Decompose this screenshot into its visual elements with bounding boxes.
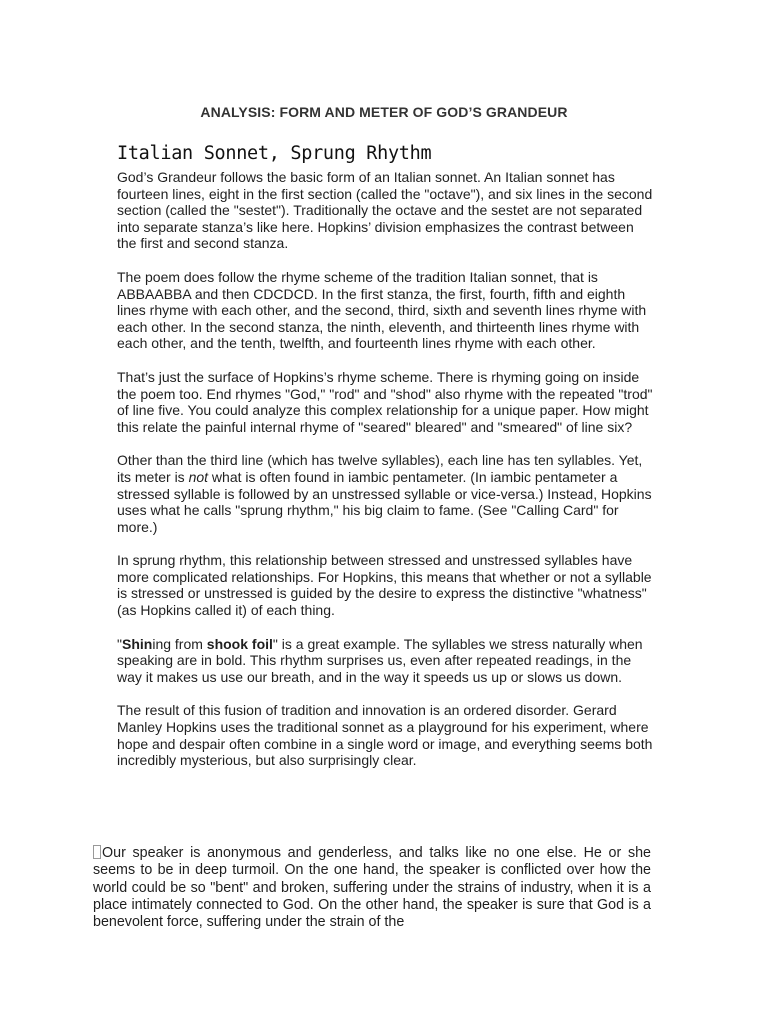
paragraph-example — [117, 636, 657, 686]
emphasis-not: not — [188, 468, 209, 485]
document-title: ANALYSIS: FORM AND METER OF GOD’S GRANDEUR — [200, 104, 568, 120]
meter-text-start: Other than the third line (which has twelve syllables), each line has ten syllables. Yet, its meter is — [117, 452, 643, 485]
bold-shook-foil: shook foil — [206, 635, 273, 652]
paragraph-internal-rhyme: That’s just the surface of Hopkins’s rhyme scheme. There is rhyming going on inside the poem too. End rhymes "God," "rod" and "shod" also rhyme with the repeated "trod" of line five. You could analyze this complex relationship for a unique paper. How might this relate the painful internal rhyme of "seared" bleared" and "smeared" of line six? — [117, 368, 653, 435]
body-text — [117, 169, 657, 786]
quote-mark: " — [117, 635, 122, 652]
example-plain: ing from — [152, 635, 207, 652]
example-rest: " is a great example. The syllables we stress naturally when speaking are in bold. This rhythm surprises us, even after repeated readings, in the way it makes us use our breath, and in the way it speeds us up or slows us down. — [117, 635, 643, 685]
missing-glyph-icon — [93, 845, 101, 859]
speaker-text: Our speaker is anonymous and genderless, and talks like no one else. He or she seems to be in deep turmoil. On the one hand, the speaker is conflicted over how the world could be so "bent" and broken, suffering under the strains of industry, when it is a place intimately connected to God. On the other hand, the speaker is sure that God is a benevolent force, suffering under the strain of the — [93, 845, 651, 931]
paragraph-meter — [117, 452, 657, 535]
paragraph-form: God’s Grandeur follows the basic form of an Italian sonnet. An Italian sonnet has fourteen lines, eight in the first section (called the "octave"), and six lines in the second section (called the "sestet"). Traditionally the octave and the sestet are not separated into separate stanza’s like here. Hopkins’ division emphasizes the contrast between the first and second stanza. — [117, 169, 653, 252]
paragraph-rhyme-scheme: The poem does follow the rhyme scheme of the tradition Italian sonnet, that is ABBAABBA and then CDCDCD. In the first stanza, the first, fourth, fifth and eighth lines rhyme with each other, and the second, third, sixth and seventh lines rhyme with each other. In the second stanza, the ninth, eleventh, and thirteenth lines rhyme with each other, and the tenth, twelfth, and fourteenth lines rhyme with each other. — [117, 268, 647, 352]
paragraph-sprung-rhythm: In sprung rhythm, this relationship between stressed and unstressed syllables have more complicated relationships. For Hopkins, this means that whether or not a syllable is stressed or unstressed is guided by the desire to express the distinctive "whatness" (as Hopkins called it) of each thing. — [117, 552, 652, 619]
paragraph-conclusion: The result of this fusion of tradition and innovation is an ordered disorder. Gerard Manley Hopkins uses the traditional sonnet as a playground for his experiment, where hope and despair often combine in a single word or image, and everything seems both incredibly mysterious, but also surprisingly clear. — [117, 702, 653, 769]
meter-text-end: what is often found in iambic pentameter. (In iambic pentameter a stressed syllable is followed by an unstressed syllable or vice-versa.) Instead, Hopkins uses what he calls "sprung rhythm," his big claim to fame. (See "Calling Card" for more.) — [117, 468, 652, 535]
section-heading: Italian Sonnet, Sprung Rhythm — [117, 143, 432, 164]
bold-shin: Shin — [121, 635, 153, 652]
paragraph-speaker — [93, 845, 651, 931]
